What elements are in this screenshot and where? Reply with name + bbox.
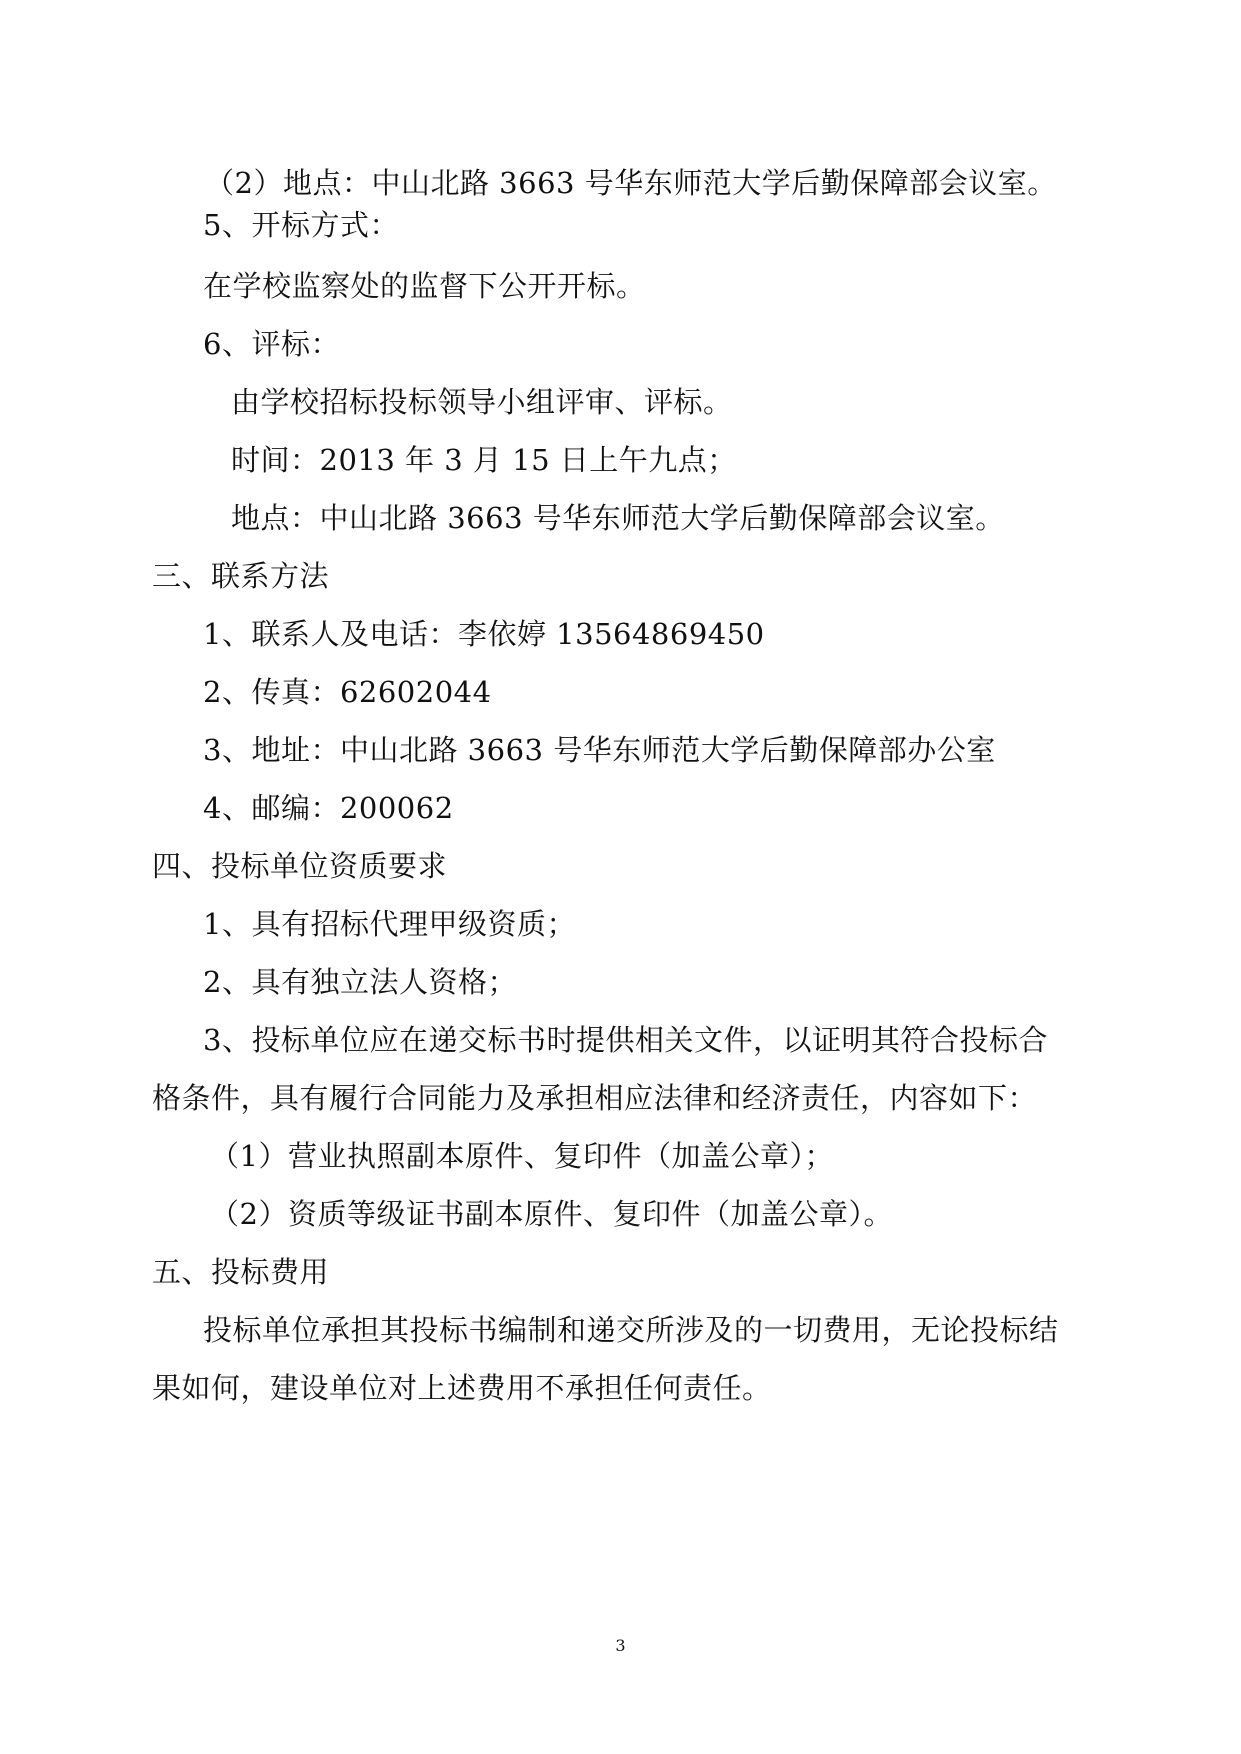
text-line-qualification-3: 3、投标单位应在递交标书时提供相关文件，以证明其符合投标合: [203, 1023, 1048, 1057]
text-line-evaluation-heading: 6、评标：: [203, 327, 340, 361]
text-line-opening-method-heading: 5、开标方式：: [203, 208, 399, 242]
text-line-opening-method: 在学校监察处的监督下公开开标。: [203, 269, 646, 303]
text-line-fees-body-cont: 果如何，建设单位对上述费用不承担任何责任。: [152, 1371, 772, 1405]
text-line-evaluation-body: 由学校招标投标领导小组评审、评标。: [231, 385, 733, 419]
text-line-evaluation-location: 地点：中山北路 3663 号华东师范大学后勤保障部会议室。: [231, 501, 1005, 535]
text-line-location-opening: （2）地点：中山北路 3663 号华东师范大学后勤保障部会议室。: [205, 166, 1057, 200]
text-line-business-license: （1）营业执照副本原件、复印件（加盖公章）；: [210, 1139, 834, 1173]
text-line-evaluation-time: 时间：2013 年 3 月 15 日上午九点；: [231, 443, 737, 477]
section-heading-qualification: 四、投标单位资质要求: [152, 849, 448, 883]
text-line-qualification-3-cont: 格条件，具有履行合同能力及承担相应法律和经济责任，内容如下：: [152, 1081, 1038, 1115]
text-line-fees-body: 投标单位承担其投标书编制和递交所涉及的一切费用，无论投标结: [203, 1313, 1059, 1347]
text-line-address: 3、地址：中山北路 3663 号华东师范大学后勤保障部办公室: [203, 733, 996, 767]
text-line-qualification-2: 2、具有独立法人资格；: [203, 965, 517, 999]
text-line-qualification-certificate: （2）资质等级证书副本原件、复印件（加盖公章）。: [210, 1197, 893, 1231]
section-heading-contact: 三、联系方法: [152, 559, 330, 593]
section-heading-fees: 五、投标费用: [152, 1255, 330, 1289]
page-number: 3: [615, 1636, 626, 1655]
text-line-postcode: 4、邮编：200062: [203, 791, 454, 825]
text-line-qualification-1: 1、具有招标代理甲级资质；: [203, 907, 576, 941]
text-line-contact-person: 1、联系人及电话：李依婷 13564869450: [203, 617, 765, 651]
text-line-fax: 2、传真：62602044: [203, 675, 492, 709]
